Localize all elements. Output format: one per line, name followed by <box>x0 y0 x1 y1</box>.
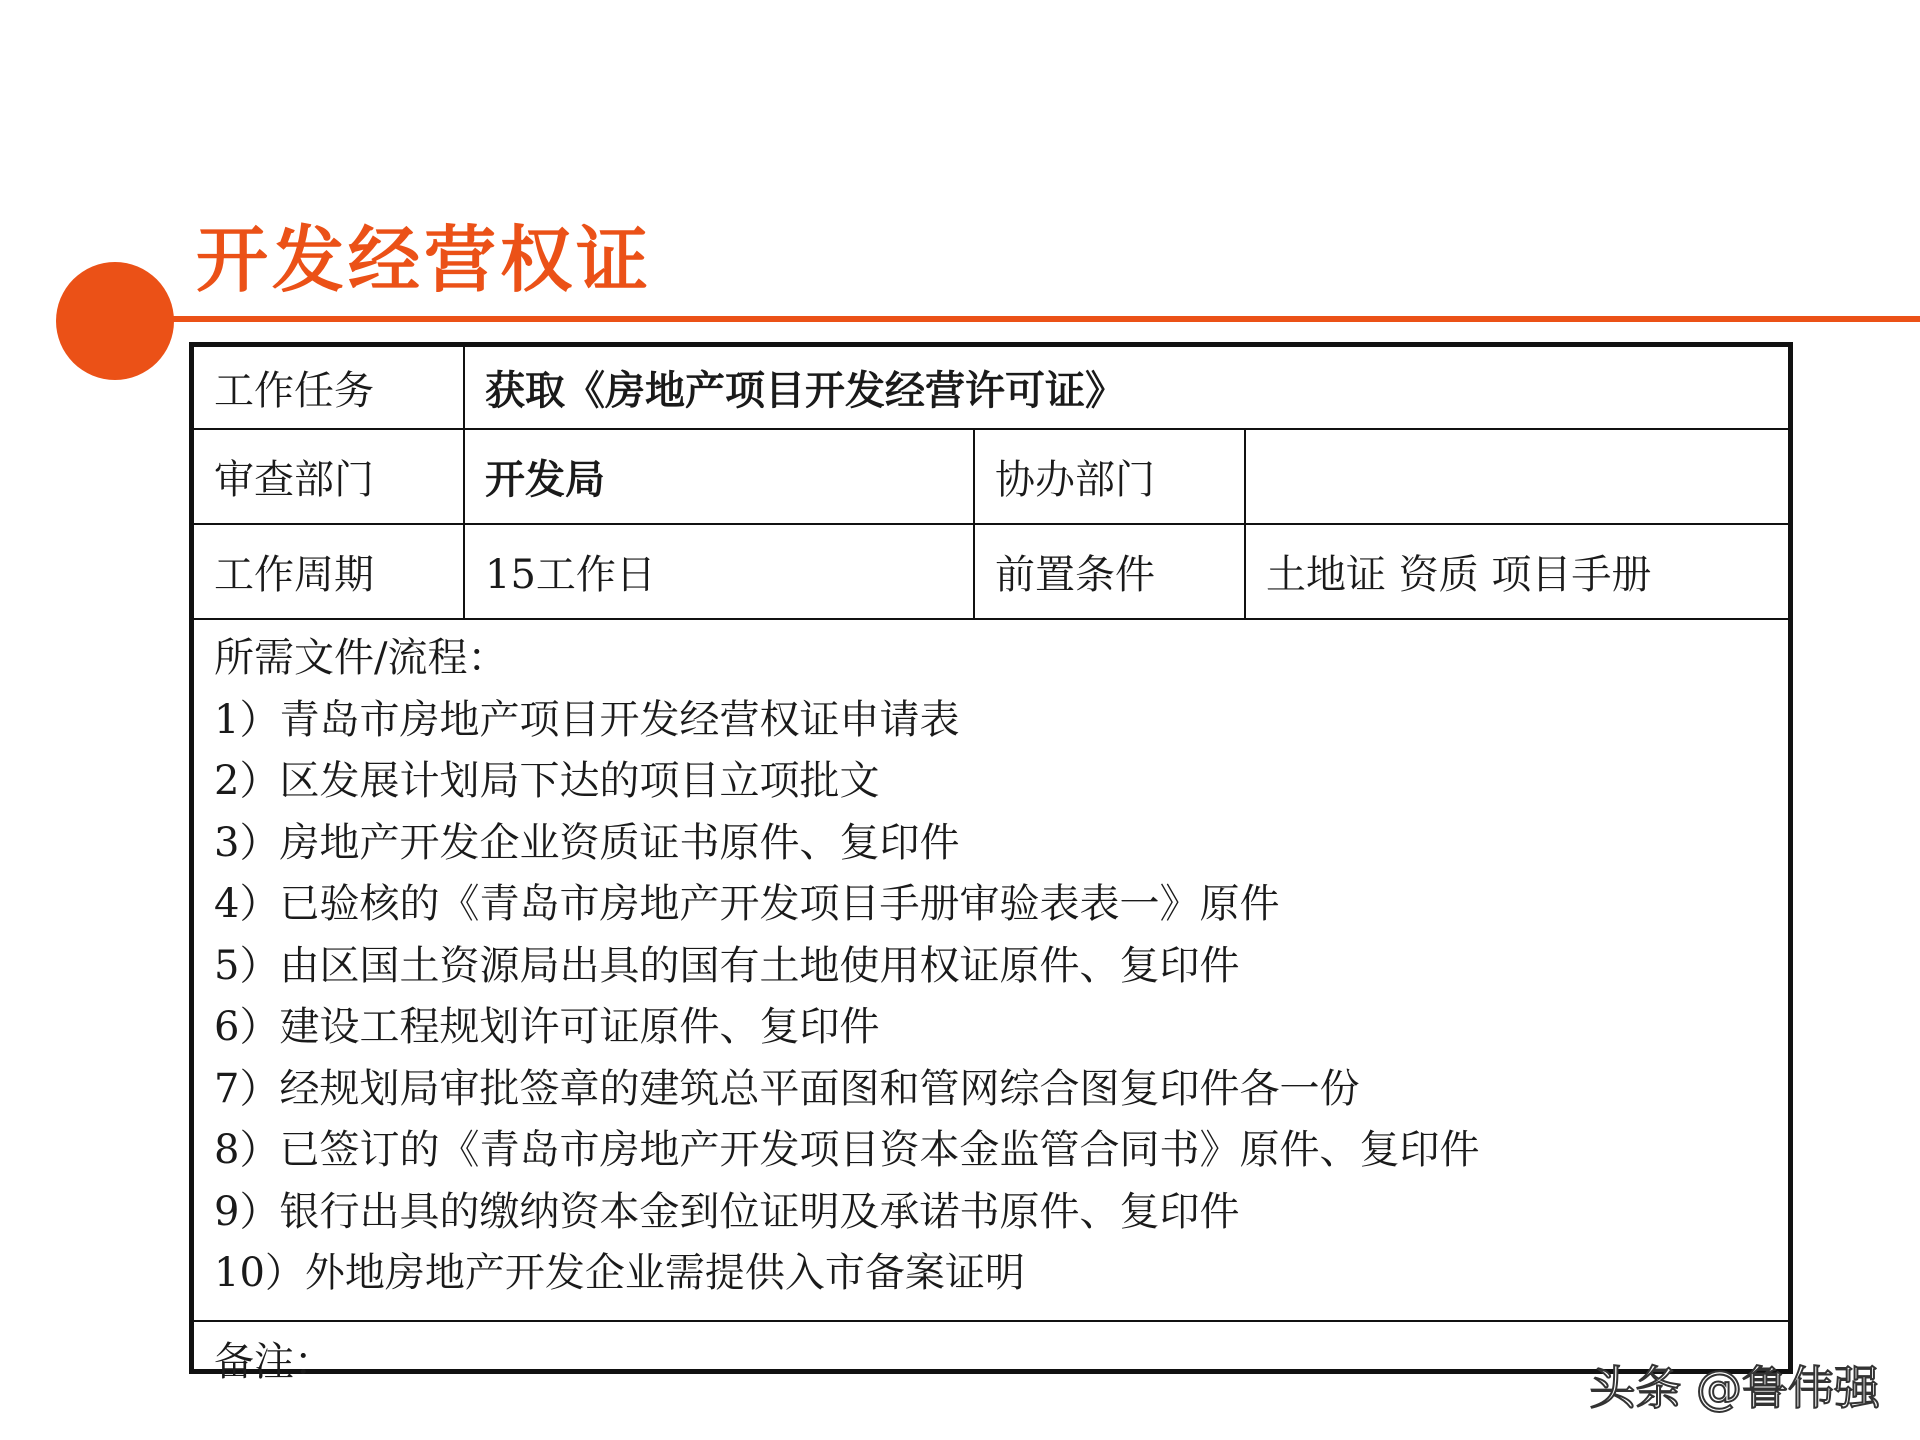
doc-item: 10）外地房地产开发企业需提供入市备案证明 <box>214 1250 1025 1296</box>
docs-heading: 所需文件/流程： <box>214 635 508 681</box>
assist-dept-label: 协办部门 <box>975 430 1246 523</box>
task-label: 工作任务 <box>194 347 465 428</box>
doc-item: 7）经规划局审批签章的建筑总平面图和管网综合图复印件各一份 <box>214 1065 1360 1112</box>
row-task <box>194 347 1788 430</box>
row-dept <box>194 430 1788 525</box>
doc-item: 1）青岛市房地产项目开发经营权证申请表 <box>214 696 960 743</box>
row-notes <box>194 1322 1788 1385</box>
precondition-label: 前置条件 <box>975 525 1246 618</box>
period-value: 15工作日 <box>465 525 975 618</box>
required-docs-list <box>214 628 1768 1305</box>
doc-item: 8）已签订的《青岛市房地产开发项目资本金监管合同书》原件、复印件 <box>214 1127 1480 1173</box>
doc-item: 6）建设工程规划许可证原件、复印件 <box>214 1004 880 1050</box>
review-dept-label: 审查部门 <box>194 430 465 523</box>
notes-label: 备注： <box>214 1339 334 1385</box>
accent-circle <box>56 262 174 380</box>
period-label: 工作周期 <box>194 525 465 618</box>
doc-item: 3）房地产开发企业资质证书原件、复印件 <box>214 819 960 866</box>
doc-item: 9）银行出具的缴纳资本金到位证明及承诺书原件、复印件 <box>214 1188 1240 1235</box>
title-rule <box>172 316 1920 322</box>
precondition-value: 土地证 资质 项目手册 <box>1266 552 1652 598</box>
doc-item: 4）已验核的《青岛市房地产开发项目手册审验表表一》原件 <box>214 881 1280 927</box>
task-value: 获取《房地产项目开发经营许可证》 <box>485 368 1125 414</box>
doc-item: 2）区发展计划局下达的项目立项批文 <box>214 758 880 804</box>
row-required-docs <box>194 620 1788 1322</box>
doc-item: 5）由区国土资源局出具的国有土地使用权证原件、复印件 <box>214 942 1240 989</box>
slide-title: 开发经营权证 <box>196 218 653 302</box>
review-dept-value: 开发局 <box>465 430 975 523</box>
assist-dept-value <box>1246 430 1788 523</box>
info-table <box>189 342 1793 1385</box>
watermark: 头条 @鲁伟强 <box>1589 1361 1880 1415</box>
row-period <box>194 525 1788 620</box>
